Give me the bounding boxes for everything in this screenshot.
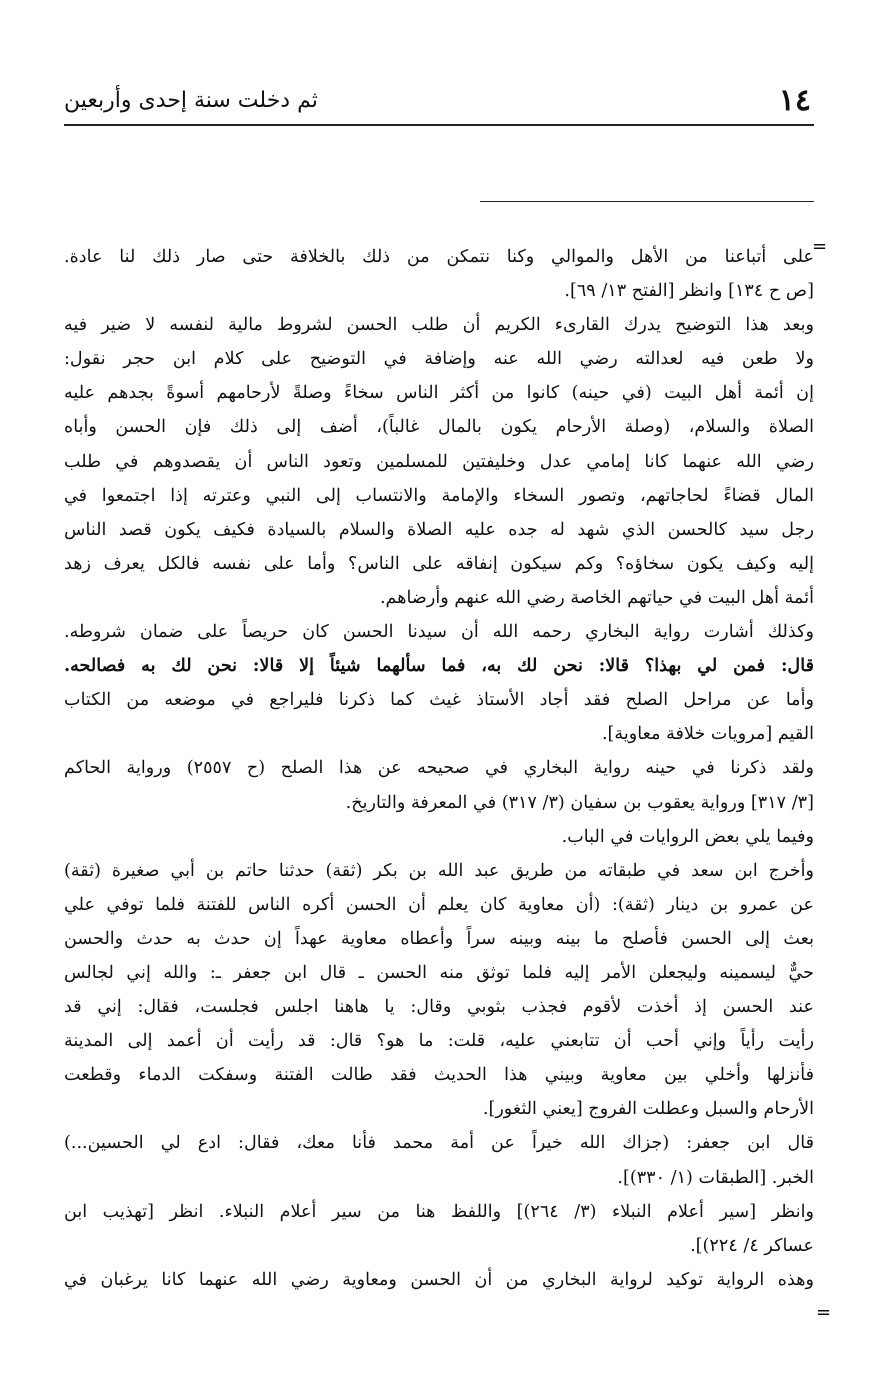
text-line: الصلاة والسلام، (وصلة الأرحام يكون بالمال غالباً)، أضف إلى ذلك فإن الحسن وأباه [64,417,814,438]
text-line: قال: فمن لي بهذا؟ قالا: نحن لك به، فما سألهما شيئاً إلا قالا: نحن لك به فصالحه. [64,655,814,677]
text-line: فأنزلها وأخلي بين معاوية وبيني هذا الحديث فقد طالت الفتنة وسفكت الدماء وقطعت [64,1065,814,1086]
text-line: قال ابن جعفر: (جزاك الله خيراً عن أمة محمد فأنا معك، فقال: ادع لي الحسين...) [64,1133,814,1154]
text-line: ولا طعن فيه لعدالته رضي الله عنه وإضافة في التوضيح على كلام ابن حجر نقول: [64,349,814,370]
text-line: وأما عن مراحل الصلح فقد أجاد الأستاذ غيث كما ذكرنا فليراجع في موضعه من الكتاب [64,690,814,711]
text-line: الخبر. [الطبقات (١/ ٣٣٠)]. [617,1167,814,1188]
text-line: وبعد هذا التوضيح يدرك القارىء الكريم أن طلب الحسن لشروط مالية لنفسه لا ضير فيه [64,315,814,336]
text-line: وهذه الرواية توكيد لرواية البخاري من أن الحسن ومعاوية رضي الله عنهما كانا يرغبان في [64,1269,814,1290]
text-line: بعث إلى الحسن فأصلح ما بينه وبينه سراً وأعطاه معاوية عهداً إن حدث به حدث والحسن [64,928,814,949]
text-line: عساكر ٤/ ٢٢٤)]. [690,1235,814,1256]
text-line: القيم [مرويات خلافة معاوية]. [601,724,814,745]
text-line: إليه وكيف يكون سخاؤه؟ وكم سيكون إنفاقه على الناس؟ وأما على نفسه فالكل يعرف زهد [64,553,814,574]
text-line: ولقد ذكرنا في حينه رواية البخاري في صحيحه عن هذا الصلح (ح ٢٥٥٧) ورواية الحاكم [64,758,814,779]
footnote-separator [480,201,814,202]
footnote-body [64,240,814,1297]
text-line: أئمة أهل البيت في حياتهم الخاصة رضي الله عنهم وأرضاهم. [379,587,814,608]
text-line: حيٌّ ليسمينه وليجعلن الأمر إليه فلما توثق منه الحسن ـ قال ابن جعفر ـ: والله إني لجالس [64,962,814,983]
text-line: [٣/ ٣١٧] ورواية يعقوب بن سفيان (٣/ ٣١٧) في المعرفة والتاريخ. [345,792,814,813]
text-line: وكذلك أشارت رواية البخاري رحمه الله أن سيدنا الحسن كان حريصاً على ضمان شروطه. [64,622,814,643]
text-line: الأرحام والسبل وعطلت الفروج [يعني الثغور]. [482,1099,814,1120]
text-line: وأخرج ابن سعد في طبقاته من طريق عبد الله بن بكر (ثقة) حدثنا حاتم بن أبي صغيرة (ثقة) [64,860,814,881]
text-line: وانظر [سير أعلام النبلاء (٣/ ٢٦٤)] واللفظ هنا من سير أعلام النبلاء. انظر [تهذيب ابن [64,1201,814,1222]
text-line: وفيما يلي بعض الروايات في الباب. [561,826,814,847]
continuation-mark-start: = [812,236,828,257]
text-line: المال قضاءً لحاجاتهم، وتصور السخاء والإمامة والانتساب إلى النبي وعترته إذا اجتمعوا في [64,485,814,506]
text-line: رأيت رأياً وإني أحب أن تتابعني عليه، قلت: ما هو؟ قال: قد رأيت أن أعمد إلى المدينة [64,1031,814,1052]
text-line: رضي الله عنهما كانا إمامي عدل وخليفتين للمسلمين وتعود الناس أن يقصدوهم في طلب [64,451,814,472]
page-number: ١٤ [778,83,811,118]
text-line: إن أئمة أهل البيت (في حينه) كانوا من أكثر الناس سخاءً وصلةً لأرحامهم أسوةً بجدهم عليه [64,383,814,404]
continuation-mark-end: = [816,1302,832,1323]
header-rule [64,124,814,126]
text-line: عند الحسن إذ أخذت لأقوم فجذب بثوبي وقال: يا هاهنا اجلس فجلست، فقال: إني قد [64,997,814,1018]
running-title: ثم دخلت سنة إحدى وأربعين [64,88,318,113]
text-line: [ص ح ١٣٤] وانظر [الفتح ١٣/ ٦٩]. [564,281,814,302]
text-line: رجل سيد كالحسن الذي شهد له جده عليه الصلاة والسلام بالسيادة فكيف يكون قصد الناس [64,519,814,540]
text-line: على أتباعنا من الأهل والموالي وكنا نتمكن من ذلك بالخلافة حتى صار ذلك لنا عادة. [64,247,814,267]
text-line: عن عمرو بن دينار (ثقة): (أن معاوية كان يعلم أن الحسن أكره الناس للفتنة فلما توفي علي [64,894,814,915]
